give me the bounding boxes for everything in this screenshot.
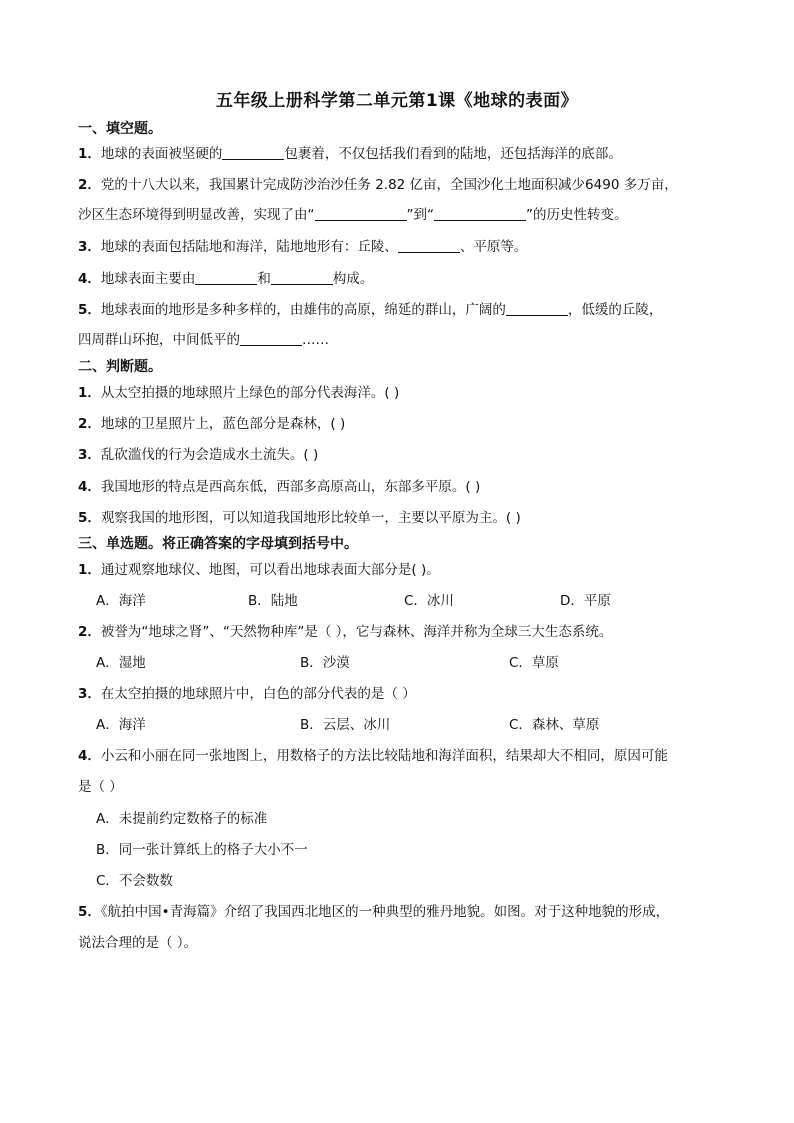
answer-blank[interactable] (506, 301, 568, 316)
option-c[interactable]: C．冰川 (404, 593, 454, 609)
question-number: 5． (78, 510, 101, 526)
question-text: 通过观察地球仪、地图，可以看出地球表面大部分是( )。 (100, 562, 440, 578)
judge-question-4 (78, 478, 480, 496)
question-text: 地球的表面包括陆地和海洋，陆地地形有：丘陵、 (100, 239, 398, 255)
question-text: ”到“ (406, 207, 434, 223)
question-text: 被誉为“地球之肾”、“天然物种库”是（ ），它与森林、海洋并称为全球三大生态系统。 (100, 624, 613, 640)
option-a[interactable]: A．海洋 (96, 593, 146, 609)
question-text: 四周群山环抱，中间低平的 (78, 332, 240, 348)
question-number: 5． (78, 904, 101, 920)
answer-blank[interactable] (434, 206, 526, 221)
answer-blank[interactable] (240, 331, 302, 346)
question-text: 、平原等。 (459, 239, 528, 255)
choice-question-2 (78, 623, 612, 641)
question-text: 《航拍中国•青海篇》介绍了我国西北地区的一种典型的雅丹地貌。如图。对于这种地貌的形成， (100, 904, 670, 920)
question-number: 2． (78, 624, 101, 640)
choice-question-4-cont: 是（ ） (78, 779, 123, 795)
question-number: 3． (78, 239, 101, 255)
answer-blank[interactable] (398, 238, 460, 253)
question-text[interactable]: 乱砍滥伐的行为会造成水土流失。( ) (100, 447, 319, 463)
answer-blank[interactable] (271, 270, 333, 285)
question-text: 包裹着，不仅包括我们看到的陆地，还包括海洋的底部。 (284, 146, 622, 162)
fill-question-2-cont (78, 206, 628, 224)
section-fill-in: 一、填空题。 (78, 121, 162, 137)
judge-question-3 (78, 446, 318, 464)
judge-question-1 (78, 384, 399, 402)
question-text: 地球表面的地形是多种多样的，由雄伟的高原，绵延的群山，广阔的 (100, 302, 506, 318)
answer-blank[interactable] (195, 270, 257, 285)
question-number: 1． (78, 146, 101, 162)
page-title: 五年级上册科学第二单元第1课《地球的表面》 (215, 91, 579, 111)
fill-question-5 (78, 301, 662, 319)
option-a[interactable]: A．未提前约定数格子的标准 (96, 811, 268, 827)
question-text: 构成。 (332, 271, 374, 287)
question-text[interactable]: 从太空拍摄的地球照片上绿色的部分代表海洋。( ) (100, 385, 400, 401)
option-b[interactable]: B．沙漠 (300, 655, 350, 671)
option-a[interactable]: A．海洋 (96, 717, 146, 733)
question-text: 党的十八大以来，我国累计完成防沙治沙任务 2.82 亿亩，全国沙化土地面积减少6490 多万亩， (100, 177, 678, 193)
choice-question-5-cont: 说法合理的是（ ）。 (78, 935, 198, 951)
question-text: ”的历史性转变。 (526, 207, 628, 223)
option-a[interactable]: A．湿地 (96, 655, 146, 671)
question-number: 2． (78, 416, 101, 432)
choice-question-1 (78, 561, 440, 579)
question-text[interactable]: 观察我国的地形图，可以知道我国地形比较单一，主要以平原为主。( ) (100, 510, 521, 526)
question-text: 和 (257, 271, 271, 287)
question-number: 1． (78, 385, 101, 401)
question-text: 在太空拍摄的地球照片中，白色的部分代表的是（ ） (100, 686, 416, 702)
question-number: 5． (78, 302, 101, 318)
judge-question-5 (78, 509, 521, 527)
answer-blank[interactable] (315, 206, 407, 221)
question-number: 4． (78, 748, 101, 764)
question-number: 4． (78, 479, 101, 495)
question-number: 3． (78, 447, 101, 463)
choice-question-3 (78, 685, 416, 703)
option-b[interactable]: B．陆地 (248, 593, 298, 609)
fill-question-1 (78, 145, 622, 163)
option-b[interactable]: B．同一张计算纸上的格子大小不一 (96, 842, 308, 858)
question-text: 地球的表面被坚硬的 (100, 146, 223, 162)
question-number: 3． (78, 686, 101, 702)
choice-question-4 (78, 747, 668, 765)
option-d[interactable]: D．平原 (560, 593, 611, 609)
option-b[interactable]: B．云层、冰川 (300, 717, 391, 733)
section-true-false: 二、判断题。 (78, 359, 162, 375)
question-number: 1． (78, 562, 101, 578)
fill-question-2 (78, 176, 678, 194)
answer-blank[interactable] (222, 145, 284, 160)
fill-question-4 (78, 270, 373, 288)
fill-question-5-cont (78, 331, 329, 349)
question-text: ，低缓的丘陵， (567, 302, 663, 318)
question-text: …… (302, 332, 329, 348)
question-text: 沙区生态环境得到明显改善，实现了由“ (78, 207, 315, 223)
choice-question-5 (78, 903, 669, 921)
question-text[interactable]: 地球的卫星照片上，蓝色部分是森林，( ) (100, 416, 346, 432)
option-c[interactable]: C．森林、草原 (509, 717, 600, 733)
option-c[interactable]: C．草原 (509, 655, 559, 671)
question-text: 小云和小丽在同一张地图上，用数格子的方法比较陆地和海洋面积，结果却大不相同，原因可能 (100, 748, 668, 764)
judge-question-2 (78, 415, 345, 433)
question-text[interactable]: 我国地形的特点是西高东低，西部多高原高山，东部多平原。( ) (100, 479, 481, 495)
fill-question-3 (78, 238, 527, 256)
question-text: 地球表面主要由 (100, 271, 196, 287)
question-number: 2． (78, 177, 101, 193)
question-number: 4． (78, 271, 101, 287)
section-single-choice: 三、单选题。将正确答案的字母填到括号中。 (78, 536, 358, 552)
option-c[interactable]: C．不会数数 (96, 873, 173, 889)
